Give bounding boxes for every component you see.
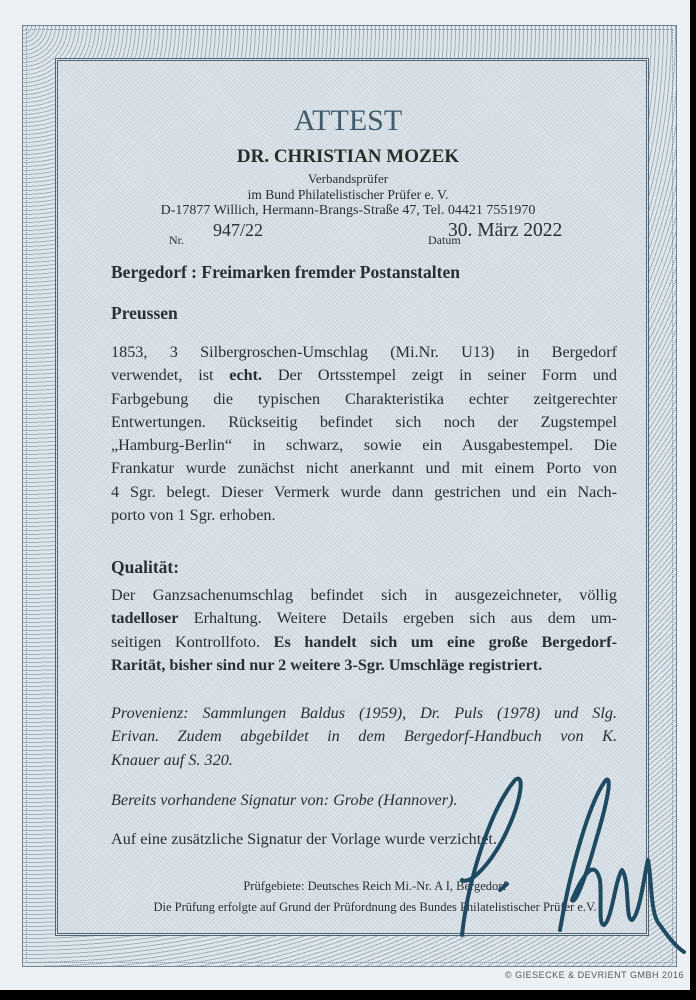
text-segment: Der Ortsstempel zeigt in seiner Form und [262,366,617,385]
bold-text: tadelloser [111,609,179,628]
text-segment: „Hamburg-Berlin“ in schwarz, sowie ein Ausgabestempel. Die [111,436,617,455]
text-segment: Erivan. Zudem abgebildet in dem Bergedorf-Handbuch von K. [111,727,617,746]
text-segment: 4 Sgr. belegt. Dieser Vermerk wurde dann gestrichen und ein Nach- [111,482,617,501]
text-segment: Der Ganzsachenumschlag befindet sich in ausgezeichneter, völlig [111,586,617,604]
certificate-number: 947/22 [213,220,264,240]
text-segment: Farbgebung die typischen Charakteristika echter zeitgerechter [111,389,617,408]
text-segment: Entwertungen. Rückseitig befindet sich noch der Zugstempel [111,412,617,431]
text-segment: 1853, 3 Silbergroschen-Umschlag (Mi.Nr. U13) in Bergedorf [111,343,617,361]
date-label: Datum [428,233,461,247]
examiner-name: DR. CHRISTIAN MOZEK [236,146,460,167]
text-segment: seitigen Kontrollfoto. [111,632,274,651]
quality-heading: Qualität: [111,557,180,577]
examination-areas: Prüfgebiete: Deutsches Reich Mi.-Nr. A I, Bergedorf [243,879,507,893]
examiner-role: Verbandsprüfer [307,171,389,186]
examiner-association: im Bund Philatelistischer Prüfer e. V. [247,187,449,202]
text-segment: verwendet, ist [111,366,230,385]
bold-text: echt. [229,366,263,385]
text-segment: porto von 1 Sgr. erhoben. [111,506,276,525]
area-heading: Bergedorf : Freimarken fremder Postanstalten [111,262,460,282]
bold-text: Es handelt sich um eine große Bergedorf- [273,632,618,651]
text-segment: Erhaltung. Weitere Details ergeben sich aus dem um- [178,609,617,628]
sub-heading: Preussen [111,303,178,323]
bold-text: Rarität, bisher sind nur 2 weitere 3-Sgr. Umschläge registriert. [111,655,543,674]
text-segment: Knauer auf S. 320. [111,750,233,769]
certificate-title: ATTEST [293,104,403,137]
number-label: Nr. [169,233,184,247]
text-segment: Frankatur wurde zunächst nicht anerkannt und mit einem Porto von [111,459,617,478]
text-segment: Auf eine zusätzliche Signatur der Vorlage wurde verzichtet. [111,830,497,848]
text-segment: Provenienz: Sammlungen Baldus (1959), Dr. Puls (1978) und Slg. [111,704,617,722]
certificate-date: 30. März 2022 [448,220,563,241]
examiner-address: D-17877 Willich, Hermann-Brangs-Straße 47, Tel. 04421 7551970 [160,203,536,218]
copyright-notice: © GIESECKE & DEVRIENT GMBH 2016 [504,970,684,980]
examination-basis: Die Prüfung erfolgte auf Grund der Prüfordnung des Bundes Philatelistischer Prüfer e.V. [153,900,597,914]
text-segment: Bereits vorhandene Signatur von: Grobe (Hannover). [111,791,458,809]
